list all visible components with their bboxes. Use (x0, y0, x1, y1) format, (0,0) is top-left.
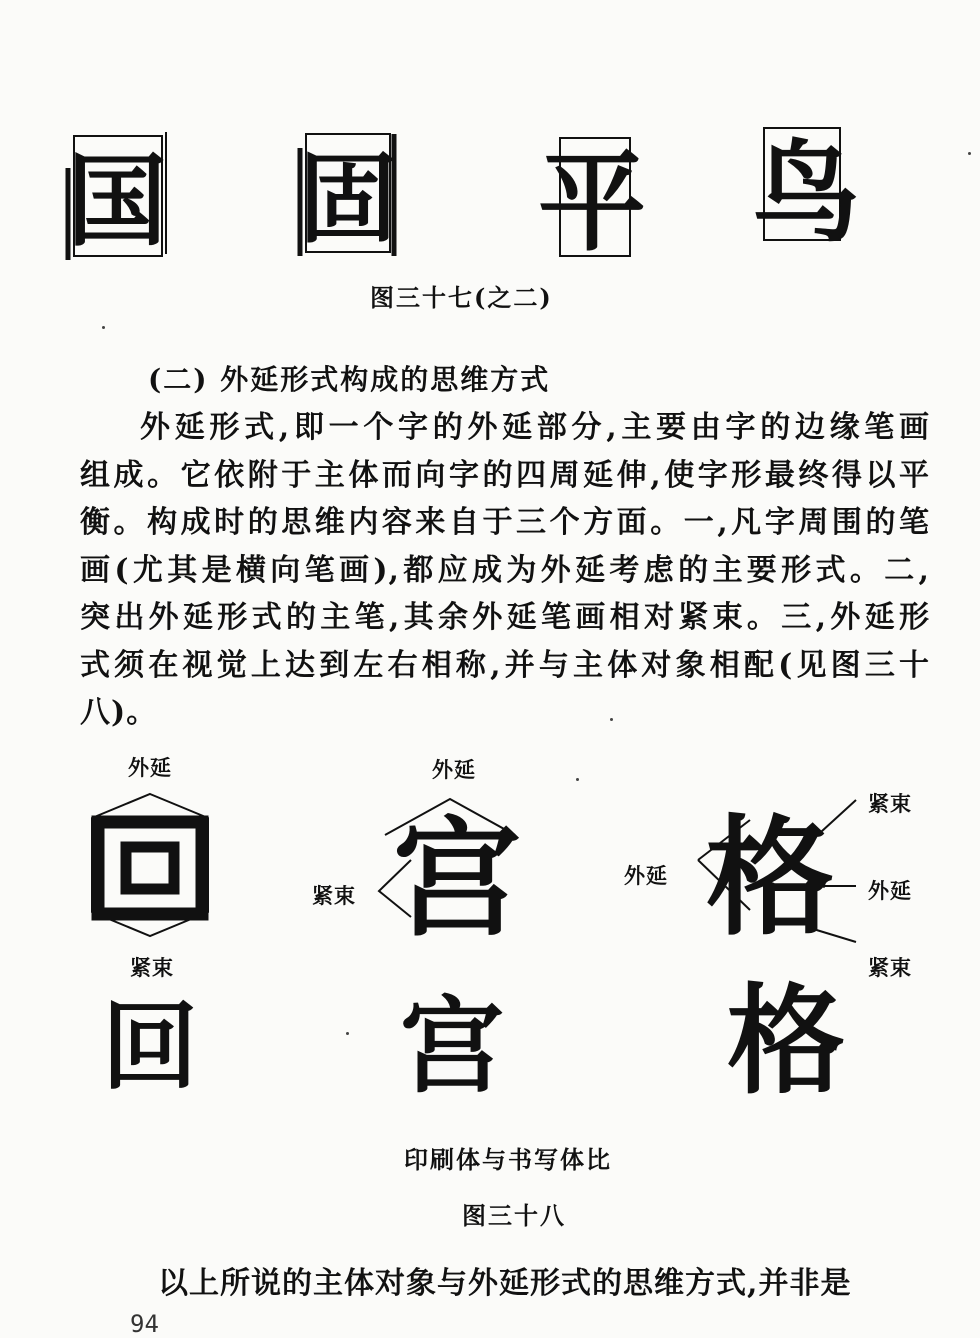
fig38-print-gong-text: 宫 (392, 805, 522, 954)
fig38-print-hui-art (80, 790, 220, 940)
fig37-caption: 图三十七(之二) (370, 283, 553, 312)
fig38-gong-label-extension: 外延 (432, 757, 476, 782)
body-line: 画(尤其是横向笔画),都应成为外延考虑的主要形式。二, (80, 552, 930, 588)
fig38-hand-gong (390, 984, 520, 1107)
fig37-glyph-ping-art (530, 128, 650, 266)
scan-speck (576, 778, 579, 781)
fig38-hui-label-tight: 紧束 (130, 955, 174, 980)
fig38-print-ge (690, 790, 865, 953)
fig38-hand-gong-art (390, 984, 520, 1107)
scan-speck (346, 1032, 349, 1035)
fig38-print-gong-art (375, 795, 522, 954)
fig37-glyph-ping-text: 平 (537, 140, 647, 266)
fig38-ge-label-extension-left: 外延 (624, 863, 668, 888)
fig38-subcaption: 印刷体与书写体比 (404, 1145, 612, 1174)
body-line: 组成。它依附于主体而向字的四周延伸,使字形最终得以平 (80, 457, 930, 493)
scan-speck (968, 152, 971, 155)
fig38-print-gong (375, 795, 522, 954)
body-paragraph (80, 404, 930, 737)
fig38-print-ge-art (690, 790, 865, 953)
fig37-glyph-niao (740, 120, 870, 260)
body-line: 八)。 (80, 695, 158, 730)
fig37-glyph-ping (530, 128, 650, 266)
fig38-hand-hui-text: 回 (102, 990, 198, 1103)
body-line: 外延形式,即一个字的外延部分,主要由字的边缘笔画 (140, 410, 930, 445)
fig38-ge-label-extension-right: 外延 (868, 878, 912, 903)
fig38-ge-label-tight-top: 紧束 (868, 791, 912, 816)
continuation-text: 以上所说的主体对象与外延形式的思维方式,并非是 (158, 1266, 852, 1301)
fig38-hand-hui-art (92, 990, 212, 1103)
fig37-glyph-gu-art (292, 128, 402, 263)
fig38-hui-label-extension: 外延 (128, 755, 172, 780)
fig37-glyph-niao-art (740, 120, 870, 260)
fig37-glyph-guo (62, 128, 172, 263)
fig38-hand-ge (712, 971, 862, 1110)
fig38-print-ge-text: 格 (705, 804, 835, 953)
page-number: 94 (130, 1310, 159, 1338)
fig38-hand-ge-text: 格 (726, 971, 846, 1110)
fig38-hand-hui (92, 990, 212, 1103)
fig38-gong-label-tight: 紧束 (312, 883, 356, 908)
fig38-hand-ge-art (712, 971, 862, 1110)
body-line: 式须在视觉上达到左右相称,并与主体对象相配(见图三十 (80, 647, 930, 683)
body-line: 突出外延形式的主笔,其余外延笔画相对紧束。三,外延形 (80, 600, 930, 635)
fig37-glyph-guo-art (62, 128, 172, 263)
fig37-glyph-gu-text: 固 (298, 142, 398, 257)
fig37-glyph-guo-text: 国 (67, 142, 167, 260)
fig38-ge-label-tight-bottom: 紧束 (868, 955, 912, 980)
fig37-glyph-gu (292, 128, 402, 263)
fig37-glyph-niao-text: 鸟 (751, 130, 861, 256)
scan-speck (610, 718, 613, 721)
fig38-print-hui (80, 790, 220, 940)
fig38-hand-gong-text: 宫 (399, 984, 505, 1107)
fig38-caption: 图三十八 (462, 1201, 566, 1230)
body-line: 衡。构成时的思维内容来自于三个方面。一,凡字周围的笔 (80, 505, 930, 540)
section-heading: (二) 外延形式构成的思维方式 (148, 363, 551, 396)
scan-speck (102, 326, 105, 329)
